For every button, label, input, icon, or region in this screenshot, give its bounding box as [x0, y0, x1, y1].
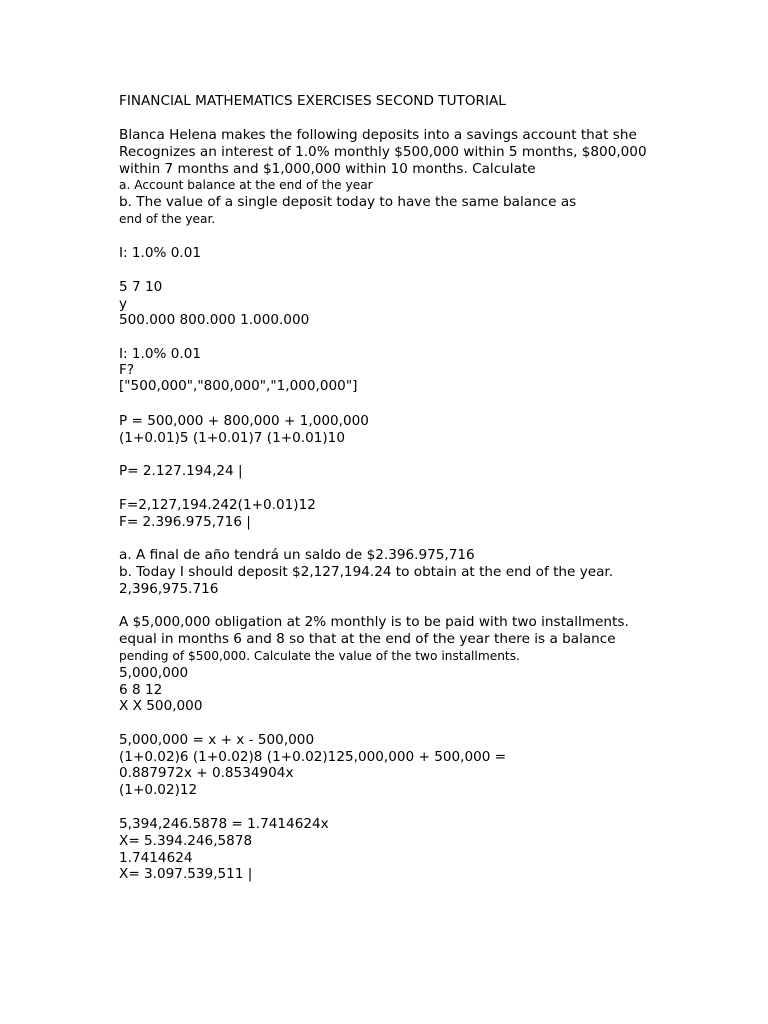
exercise1-f-marker: F? — [119, 362, 135, 378]
exercise2-months: 6 8 12 — [119, 682, 163, 698]
document-title: FINANCIAL MATHEMATICS EXERCISES SECOND TUTORIAL — [119, 93, 506, 109]
exercise2-last-denominator: (1+0.02)12 — [119, 782, 198, 798]
exercise1-p-formula: P = 500,000 + 800,000 + 1,000,000 — [119, 413, 369, 429]
exercise2-statement-line-3: pending of $500,000. Calculate the value of the two installments. — [119, 649, 520, 663]
exercise1-deposits-array: ["500,000","800,000","1,000,000"] — [119, 378, 358, 394]
exercise1-answer-a: a. A final de año tendrá un saldo de $2.396.975,716 — [119, 547, 475, 563]
exercise2-equation-denominators: (1+0.02)6 (1+0.02)8 (1+0.02)125,000,000 + 500,000 = — [119, 749, 507, 765]
exercise1-part-a: a. Account balance at the end of the year — [119, 178, 373, 192]
exercise2-statement-line-2: equal in months 6 and 8 so that at the end of the year there is a balance — [119, 631, 616, 647]
exercise1-p-result: P= 2.127.194,24 | — [119, 463, 243, 479]
exercise1-rate-line-2: I: 1.0% 0.01 — [119, 346, 202, 362]
exercise2-equation: 5,000,000 = x + x - 500,000 — [119, 732, 315, 748]
exercise2-solve-step-1: 5,394,246.5878 = 1.7414624x — [119, 816, 329, 832]
exercise1-p-denominators: (1+0.01)5 (1+0.01)7 (1+0.01)10 — [119, 430, 345, 446]
exercise1-f-result: F= 2.396.975,716 | — [119, 514, 251, 530]
exercise1-answer-b: b. Today I should deposit $2,127,194.24 to obtain at the end of the year. — [119, 564, 614, 580]
exercise1-statement-line-2: Recognizes an interest of 1.0% monthly $500,000 within 5 months, $800,000 — [119, 144, 647, 160]
exercise2-solve-step-2: X= 5.394.246,5878 — [119, 833, 253, 849]
exercise1-statement-line-3: within 7 months and $1,000,000 within 10 months. Calculate — [119, 161, 536, 177]
exercise1-rate-line: I: 1.0% 0.01 — [119, 245, 202, 261]
exercise1-deposits-line: 500.000 800.000 1.000.000 — [119, 312, 310, 328]
exercise1-part-b: b. The value of a single deposit today to have the same balance as — [119, 194, 577, 210]
exercise1-answer-b-continued: 2,396,975.716 — [119, 581, 219, 597]
exercise1-part-b-continued: end of the year. — [119, 212, 216, 226]
exercise1-periods-line: 5 7 10 — [119, 279, 163, 295]
exercise1-statement-line-1: Blanca Helena makes the following deposits into a savings account that she — [119, 127, 637, 143]
exercise2-coefficients: 0.887972x + 0.8534904x — [119, 765, 294, 781]
exercise2-final-result: X= 3.097.539,511 | — [119, 866, 253, 882]
exercise1-f-formula: F=2,127,194.242(1+0.01)12 — [119, 497, 316, 513]
exercise2-payments: X X 500,000 — [119, 698, 203, 714]
exercise2-solve-step-3: 1.7414624 — [119, 850, 193, 866]
exercise2-principal: 5,000,000 — [119, 665, 189, 681]
exercise2-statement-line-1: A $5,000,000 obligation at 2% monthly is to be paid with two installments. — [119, 614, 629, 630]
exercise1-y-label: y — [119, 296, 128, 312]
